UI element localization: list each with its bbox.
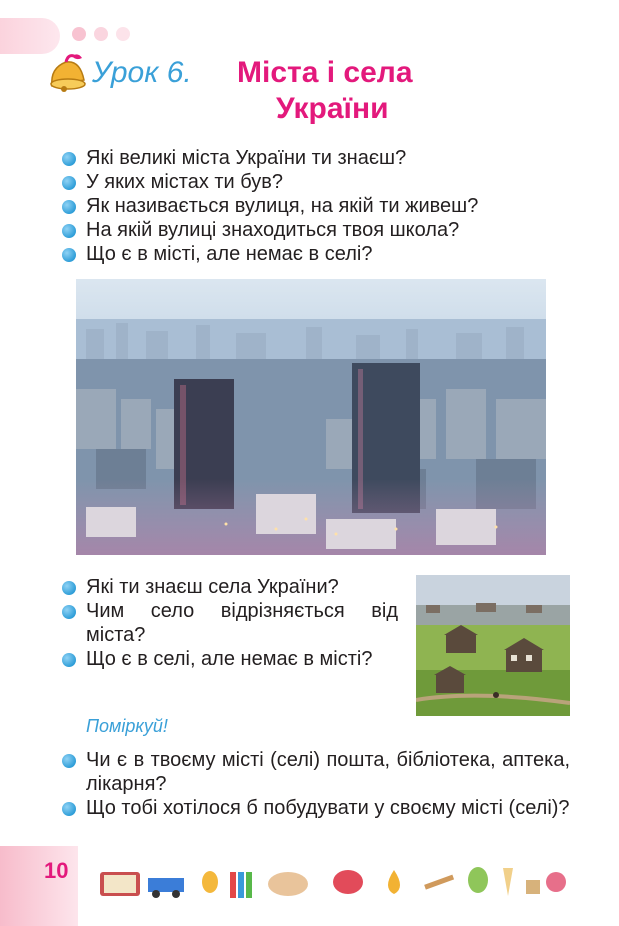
bell-small-icon [388, 870, 400, 894]
question-list-cities [62, 146, 582, 266]
pencils-icon [230, 872, 252, 898]
list-item: Що є в селі, але немає в місті? [62, 647, 398, 671]
list-item: Які ти знаєш села України? [62, 575, 398, 599]
bullet-icon [62, 653, 76, 667]
page-title: Міста і села [237, 56, 413, 89]
bullet-icon [62, 248, 76, 262]
balloon-icon [202, 871, 218, 893]
ball-icon [333, 870, 363, 894]
lesson-label: Урок 6. [92, 56, 192, 89]
header-dot-decoration [94, 27, 108, 41]
train-icon [148, 878, 184, 898]
bullet-icon [62, 176, 76, 190]
bullet-icon [62, 605, 76, 619]
question-list-think [62, 748, 570, 820]
ice-cream-icon [503, 868, 513, 896]
school-toys-decoration [98, 862, 568, 902]
doll-icon [546, 872, 566, 892]
blocks-icon [526, 880, 540, 894]
bullet-icon [62, 224, 76, 238]
header-dot-decoration [72, 27, 86, 41]
bullet-icon [62, 581, 76, 595]
bullet-icon [62, 152, 76, 166]
list-item: Що тобі хотілося б побудувати у своєму місті (селі)? [62, 796, 570, 820]
city-photo [76, 279, 546, 555]
page-number: 10 [44, 858, 69, 883]
list-item: Які великі міста України ти знаєш? [62, 146, 582, 170]
list-item: У яких містах ти був? [62, 170, 582, 194]
list-item: Чи є в твоєму місті (селі) пошта, бібліотека, аптека, лікарня? [62, 748, 570, 796]
rattle-icon [424, 875, 454, 890]
header-dot-decoration [116, 27, 130, 41]
list-item: На якій вулиці знаходиться твоя школа? [62, 218, 582, 242]
bell-icon [44, 50, 90, 96]
think-heading: Поміркуй! [86, 716, 168, 736]
village-photo [416, 575, 570, 716]
page-title-line2: України [276, 92, 389, 125]
palette-icon [268, 872, 308, 896]
green-balloon-icon [468, 867, 488, 893]
book-icon [100, 872, 140, 896]
header-tab-decoration [0, 18, 60, 54]
bullet-icon [62, 200, 76, 214]
list-item: Що є в місті, але немає в селі? [62, 242, 582, 266]
bullet-icon [62, 802, 76, 816]
list-item: Як називається вулиця, на якій ти живеш? [62, 194, 582, 218]
question-list-villages [62, 575, 398, 671]
list-item: Чим село відрізняється від міста? [62, 599, 398, 647]
bullet-icon [62, 754, 76, 768]
